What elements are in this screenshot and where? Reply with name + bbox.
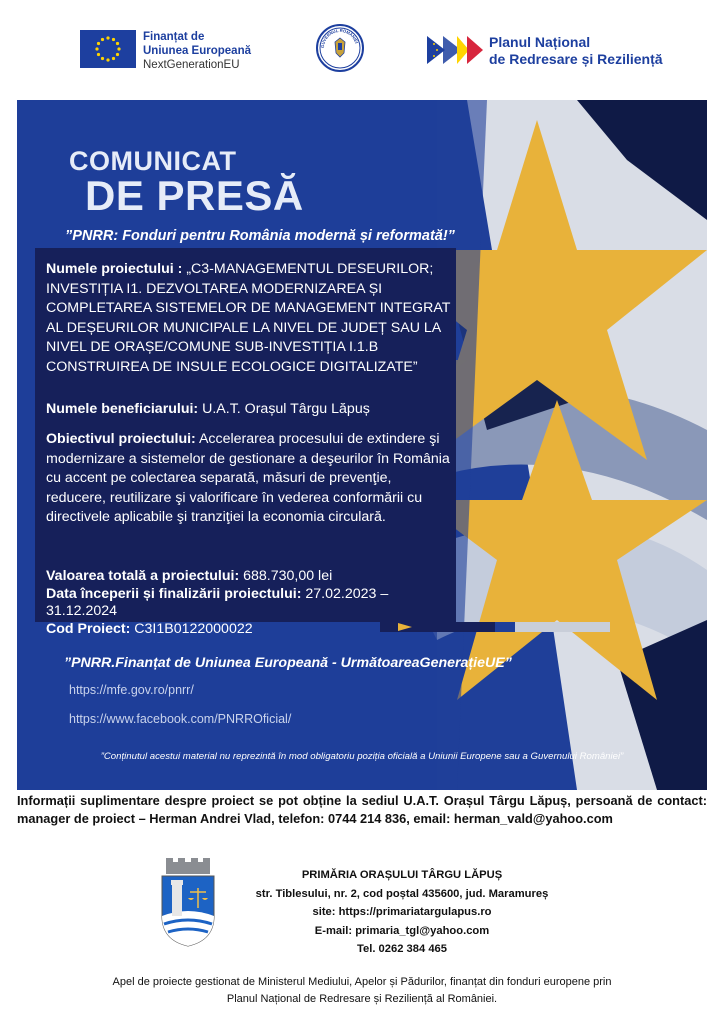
value-label: Valoarea totală a proiectului: — [46, 568, 240, 584]
arrow-bar-decoration — [380, 620, 610, 634]
project-value-row — [46, 568, 451, 586]
poster-title-line1: COMUNICAT — [69, 146, 237, 176]
funding-note-line2: Planul Național de Redresare și Reziliență al României. — [226, 993, 498, 1005]
objective-label: Obiectivul proiectului: — [46, 431, 196, 447]
funding-note-line1: Apel de proiecte gestionat de Ministerul Mediului, Apelor și Pădurilor, finanțat din fonduri europene prin — [112, 976, 612, 988]
project-objective — [46, 430, 451, 528]
poster-footer-slogan: ”PNRR.Finanțat de Uniunea Europeană - UrmătoareaGenerațieUE” — [64, 655, 512, 671]
pnrr-logo — [427, 34, 483, 66]
objective-value: Accelerarea procesului de extindere şi modernizare a sistemelor de gestionare a deşeurilor în România cu accent pe colectarea separată, măsuri de prevenţie, reducere, reutilizare şi valorificare în vederea conformării cu directivele aplicabile şi tranziţiei la economia circulară. — [46, 431, 450, 525]
institution-site[interactable]: site: https://primariatargulapus.ro — [312, 906, 492, 918]
contact-block — [222, 866, 582, 959]
project-name-label: Numele proiectului : — [46, 261, 183, 277]
project-name-value: „C3-MANAGEMENTUL DESEURILOR; INVESTIȚIA I1. DEZVOLTAREA MODERNIZAREA ȘI COMPLETAREA SISTEMELOR DE MANAGEMENT INTEGRAT AL DEȘEURILOR MUNICIPALE LA NIVEL DE JUDEȚ SAU LA NIVEL DE ORAȘE/COMUNE SUB-INVESTIȚIA I.1.B CONSTRUIREA DE INSULE ECOLOGICE DIGITALIZATE” — [46, 261, 451, 375]
institution-email[interactable]: E-mail: primaria_tgl@yahoo.com — [314, 924, 490, 937]
coat-of-arms-icon — [160, 858, 216, 948]
eu-funding-line2: Uniunea Europeană — [143, 45, 251, 57]
facebook-page-link[interactable]: https://www.facebook.com/PNRROficial/ — [69, 712, 292, 726]
code-label: Cod Proiect: — [46, 620, 131, 637]
project-beneficiary — [46, 400, 456, 420]
pnrr-title — [489, 34, 663, 68]
institution-address: str. Tiblesului, nr. 2, cod poștal 435600, jud. Maramureș — [255, 887, 549, 900]
project-dates-row — [46, 586, 451, 621]
institution-name: PRIMĂRIA ORAȘULUI TÂRGU LĂPUȘ — [301, 869, 503, 881]
value-value: 688.730,00 lei — [239, 568, 333, 584]
seal-text: GUVERNUL ROMÂNIEI — [319, 27, 360, 49]
project-name — [46, 260, 456, 377]
poster-title-line2: DE PRESĂ — [85, 172, 304, 219]
beneficiary-label: Numele beneficiarului: — [46, 401, 199, 417]
press-release-poster — [17, 100, 707, 790]
pnrr-title-line1: Planul Național — [489, 34, 591, 50]
pnrr-title-line2: de Redresare și Reziliență — [489, 51, 663, 67]
additional-info-text: Informații suplimentare despre proiect se pot obține la sediul U.A.T. Orașul Târgu Lăpuș, persoană de contact: manager de proiect – Herman Andrei Vlad, telefon: 0744 214 836, email: herman_vald@yahoo.com — [17, 793, 707, 826]
eu-funding-line1: Finanțat de — [143, 31, 205, 43]
institution-phone: Tel. 0262 384 465 — [357, 943, 447, 955]
code-value: C3I1B0122000022 — [130, 620, 253, 637]
funding-note — [40, 974, 684, 1008]
beneficiary-value: U.A.T. Orașul Târgu Lăpuș — [198, 401, 370, 417]
dates-label: Data începerii și finalizării proiectului: — [46, 585, 302, 602]
eu-funding-line3: NextGenerationEU — [143, 59, 240, 71]
eu-flag-logo — [80, 30, 136, 68]
disclaimer-text: ”Conținutul acestui material nu reprezintă în mod obligatoriu poziția oficială a Uniunii Europene sau a Guvernului României” — [100, 751, 624, 762]
poster-slogan: ”PNRR: Fonduri pentru România modernă și reformată!” — [65, 228, 455, 244]
eu-funding-text — [143, 30, 251, 72]
dates-value: 27.02.2023 – 31.12.2024 — [46, 585, 389, 619]
pnrr-website-link[interactable]: https://mfe.gov.ro/pnrr/ — [69, 683, 194, 697]
government-seal-logo — [316, 24, 364, 72]
